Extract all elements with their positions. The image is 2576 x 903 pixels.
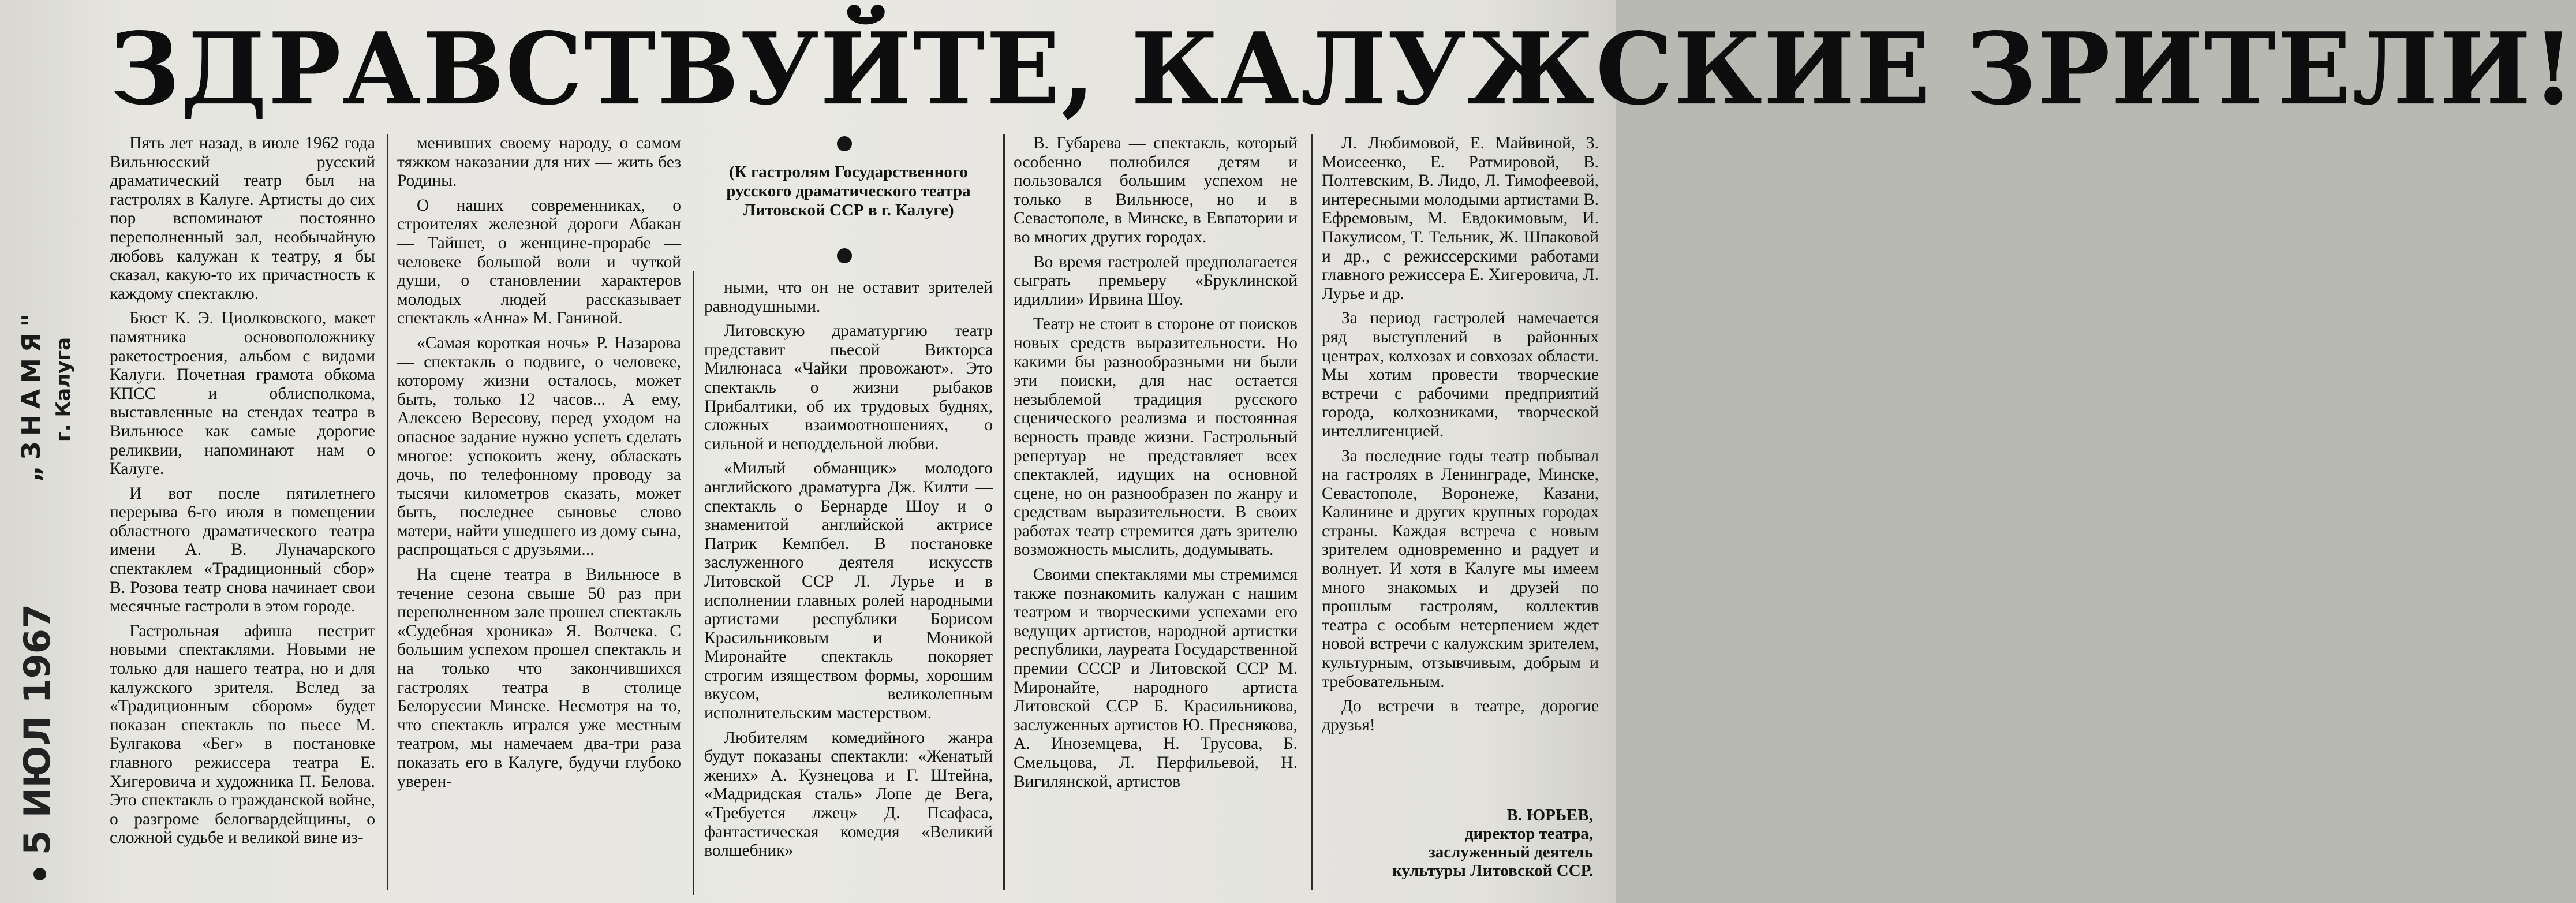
stamp-dot-icon (33, 868, 46, 880)
author-signature (1392, 806, 1593, 880)
paragraph: За период гастролей намечается ряд выступлений в районных центрах, колхозах и совхозах области. Мы хотим провести творческие встречи с рабочими предприятий города, колхозниками, творческой интеллигенцией. (1322, 309, 1599, 441)
article-column-5 (1322, 134, 1599, 792)
paragraph: ными, что он не оставит зрителей равнодушными. (704, 278, 993, 316)
article-column-1 (110, 134, 375, 896)
paragraph: И вот после пятилетнего перерыва 6-го июля в помещении областного драматического театра имени А. В. Луначарского спектаклем «Традиционный сбор» В. Розова театр снова начинает свои месячные гастроли в этом городе. (110, 484, 375, 616)
paragraph: До встречи в театре, дорогие друзья! (1322, 697, 1599, 734)
headline: ЗДРАВСТВУЙТЕ, КАЛУЖСКИЕ ЗРИТЕЛИ! (110, 10, 2576, 127)
paragraph: Бюст К. Э. Циолковского, макет памятника основоположнику ракетостроения, альбом с видами Калуги. Почетная грамота обкома КПСС и облисполкома, выставленные на стендах театра в Вильнюсе как самые дорогие реликвии, напоминают нам о Калуге. (110, 309, 375, 479)
article-column-4 (1014, 134, 1298, 896)
article-column-2 (397, 134, 681, 896)
author-title: культуры Литовской ССР. (1392, 861, 1593, 880)
stamp-date-text: 5 ИЮЛ 1967 (16, 603, 58, 855)
paragraph: В. Губарева — спектакль, который особенно полюбился детям и пользовался большим успехом не только в Вильнюсе, но и в Севастополе, в Минске, в Евпатории и во многих других городах. (1014, 134, 1298, 247)
column-divider (1311, 134, 1313, 890)
paragraph: менивших своему народу, о самом тяжком наказании для них — жить без Родины. (397, 134, 681, 191)
stamp-date (14, 604, 61, 880)
paragraph: «Милый обманщик» молодого английского драматурга Дж. Килти — спектакль о Бернарде Шоу и о знаменитой английской актрисе Патрик Кемпбел. В постановке заслуженного деятеля искусств Литовской ССР Л. Лурье и в исполнении главных ролей народными артистами республики Борисом Красильниковым и Моникой Миронайте спектакль покоряет строгим изяществом формы, хорошим вкусом, великолепным исполнительским мастерством. (704, 459, 993, 723)
paragraph: О наших современниках, о строителях железной дороги Абакан — Тайшет, о женщине-прорабе — человеке большой воли и чуткой души, о становлении характеров молодых людей рассказывает спектакль «Анна» М. Ганиной. (397, 196, 681, 328)
article-subtitle: (К гастролям Государственного русского драматического театра Литовской ССР в г. Калуге) (726, 163, 971, 219)
paragraph: Литовскую драматургию театр представит пьесой Викторса Милюнаса «Чайки провожают». Это спектакль о жизни рыбаков Прибалтики, об их трудовых буднях, сложных взаимоотношениях, о сильной и неподдельной любви. (704, 322, 993, 453)
paragraph: На сцене театра в Вильнюсе в течение сезона свыше 50 раз при переполненном зале прошел спектакль «Судебная хроника» Я. Волчека. С большим успехом прошел спектакль и на только что закончившихся гастролях театра в столице Белоруссии Минске. Несмотря на то, что спектакль игрался уже местным театром, мы намечаем два-три раза показать его в Калуге, будучи глубоко уверен- (397, 565, 681, 791)
bullet-icon (837, 136, 852, 151)
bullet-icon (837, 248, 852, 263)
author-name: В. ЮРЬЕВ, (1506, 806, 1593, 824)
archive-stamp (14, 78, 78, 886)
paragraph: Пять лет назад, в июле 1962 года Вильнюсский русский драматический театр был на гастролях в Калуге. Артисты до сих пор вспоминают постоянно переполненный зал, необычайную любовь калужан к театру, я бы сказал, какую-то их причастность к каждому спектаклю. (110, 134, 375, 303)
paragraph: Театр не стоит в стороне от поисков новых средств выразительности. Но какими бы разнообразными ни были эти поиски, для нас остается незыблемой традиция русского сценического реализма и постоянная верность правде жизни. Гастрольный репертуар не представляет всех спектаклей, идущих на основной сцене, но он разнообразен по жанру и средствам выразительности. В своих работах театр стремится дать зрителю возможность мыслить, додумывать. (1014, 315, 1298, 559)
paragraph: За последние годы театр побывал на гастролях в Ленинграде, Минске, Севастополе, Воронеже, Казани, Калинине и других крупных городах страны. Каждая встреча с новым зрителем одновременно и радует и волнует. И хотя в Калуге мы имеем много знакомых и друзей по прошлым гастролям, коллектив театра с особым нетерпением ждет новой встречи с калужским зрителем, культурным, отзывчивым, добрым и требовательным. (1322, 446, 1599, 691)
paragraph: «Самая короткая ночь» Р. Назарова — спектакль о подвиге, о человеке, которому жизни осталось, может быть, только 12 часов... А ему, Алексею Вересову, перед уходом на опасное задание нужно успеть сделать многое: успокоить жену, обласкать дочь, по телефонному проводу за тысячи километров сказать, может быть, последнее сыновье слово матери, найти ушедшего из дому сына, распрощаться с друзьями... (397, 333, 681, 559)
stamp-city: г. Калуга (52, 337, 75, 442)
stamp-newspaper-name: „ЗНАМЯ" (17, 308, 46, 482)
paragraph: Л. Любимовой, Е. Майвиной, З. Моисеенко, Е. Ратмировой, В. Полтевским, В. Лидо, Л. Тимофеевой, интересными молодыми артистами В. Ефремовым, М. Евдокимовым, И. Пакулисом, Т. Тельник, Ж. Шпаковой и др., с режиссерскими работами главного режиссера Е. Хигеровича, Л. Лурье и др. (1322, 134, 1599, 303)
paragraph: Гастрольная афиша пестрит новыми спектаклями. Новыми не только для нашего театра, но и для калужского зрителя. Вслед за «Традиционным сбором» будет показан спектакль по пьесе М. Булгакова «Бег» в постановке главного режиссера театра Е. Хигеровича и художника П. Белова. Это спектакль о гражданской войне, о разгроме белогвардейщины, о сложной судьбе и великой вине из- (110, 621, 375, 848)
paragraph: Во время гастролей предполагается сыграть премьеру «Бруклинской идиллии» Ирвина Шоу. (1014, 252, 1298, 309)
article-column-3 (704, 278, 993, 896)
column-divider (1003, 134, 1005, 890)
paragraph: Своими спектаклями мы стремимся также познакомить калужан с нашим театром и творческими успехами его ведущих артистов, народной артистки республики, лауреата Государственной премии СССР и Литовской ССР М. Миронайте, народного артиста Литовской ССР Б. Красильникова, заслуженных артистов Ю. Преснякова, А. Иноземцева, Н. Трусова, Б. Смельцова, Л. Перфильевой, Н. Вигилянской, артистов (1014, 565, 1298, 791)
author-title: заслуженный деятель (1429, 843, 1593, 861)
paragraph: Любителям комедийного жанра будут показаны спектакли: «Женатый жених» А. Кузнецова и Г. Штейна, «Мадридская сталь» Лопе де Вега, «Требуется лжец» Д. Псафаса, фантастическая комедия «Великий волшебник» (704, 728, 993, 860)
author-title: директор театра, (1464, 824, 1593, 843)
column-divider (387, 134, 388, 890)
column-divider (693, 271, 694, 895)
